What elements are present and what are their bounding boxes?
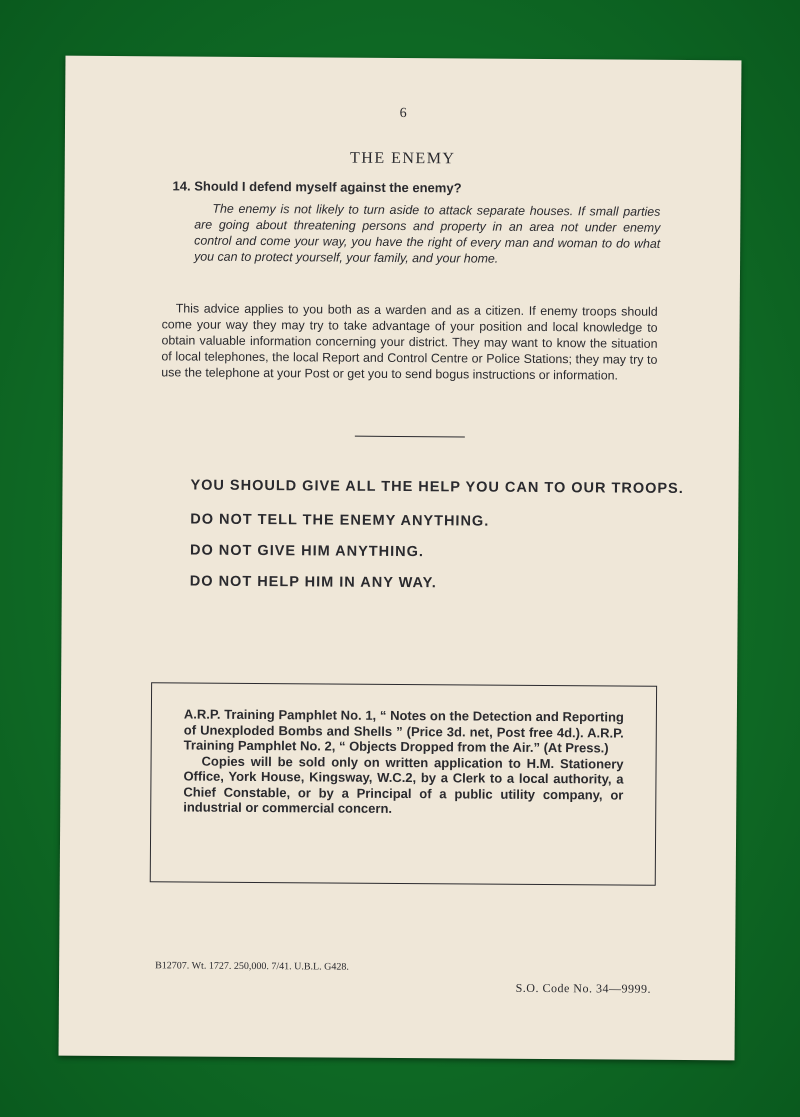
so-code: S.O. Code No. 34—9999. xyxy=(515,980,652,996)
pamphlet-page xyxy=(59,56,742,1061)
question-answer: The enemy is not likely to turn aside to attack separate houses. If small parties are going about threatening persons and property in an area not under enemy control and come your way, you have the right of every man and woman to do what you can to protect yourself, your family, and your home. xyxy=(194,201,661,266)
notice-copies: Copies will be sold only on written application to H.M. Stationery Office, York House, Kingsway, W.C.2, by a Clerk to a local authority, a Chief Constable, or by a Principal of a public utility company, or industrial or commercial concern. xyxy=(183,753,624,816)
page-number: 6 xyxy=(399,105,407,122)
advice-paragraph: This advice applies to you both as a warden and as a citizen. If enemy troops should come your way they may try to take advantage of your position and local knowledge to obtain valuable information concerning your district. They may want to know the situation of local telephones, the local Report and Control Centre or Police Stations; they may try to use the telephone at your Post or get you to send bogus instructions or information. xyxy=(161,301,658,383)
section-title: THE ENEMY xyxy=(349,149,456,168)
directive-do-not-tell: DO NOT TELL THE ENEMY ANYTHING. xyxy=(190,511,490,530)
notice-pamphlets: A.R.P. Training Pamphlet No. 1, “ Notes on the Detection and Reporting of Unexploded Bombs and Shells ” (Price 3d. net, Post free 4d.). A.R.P. Training Pamphlet No. 2, “ Objects Dropped from the Air.” (At Press.) xyxy=(183,706,624,756)
directives-list xyxy=(190,477,691,607)
directive-do-not-give: DO NOT GIVE HIM ANYTHING. xyxy=(189,542,425,561)
printer-reference: B12707. Wt. 1727. 250,000. 7/41. U.B.L. G428. xyxy=(155,960,349,973)
directive-do-not-help: DO NOT HELP HIM IN ANY WAY. xyxy=(189,573,437,592)
section-divider xyxy=(355,436,465,438)
question-heading: 14. Should I defend myself against the enemy? xyxy=(172,178,462,196)
directive-help-troops: YOU SHOULD GIVE ALL THE HELP YOU CAN TO OUR TROOPS. xyxy=(190,477,684,497)
publication-notice-box xyxy=(150,682,657,886)
